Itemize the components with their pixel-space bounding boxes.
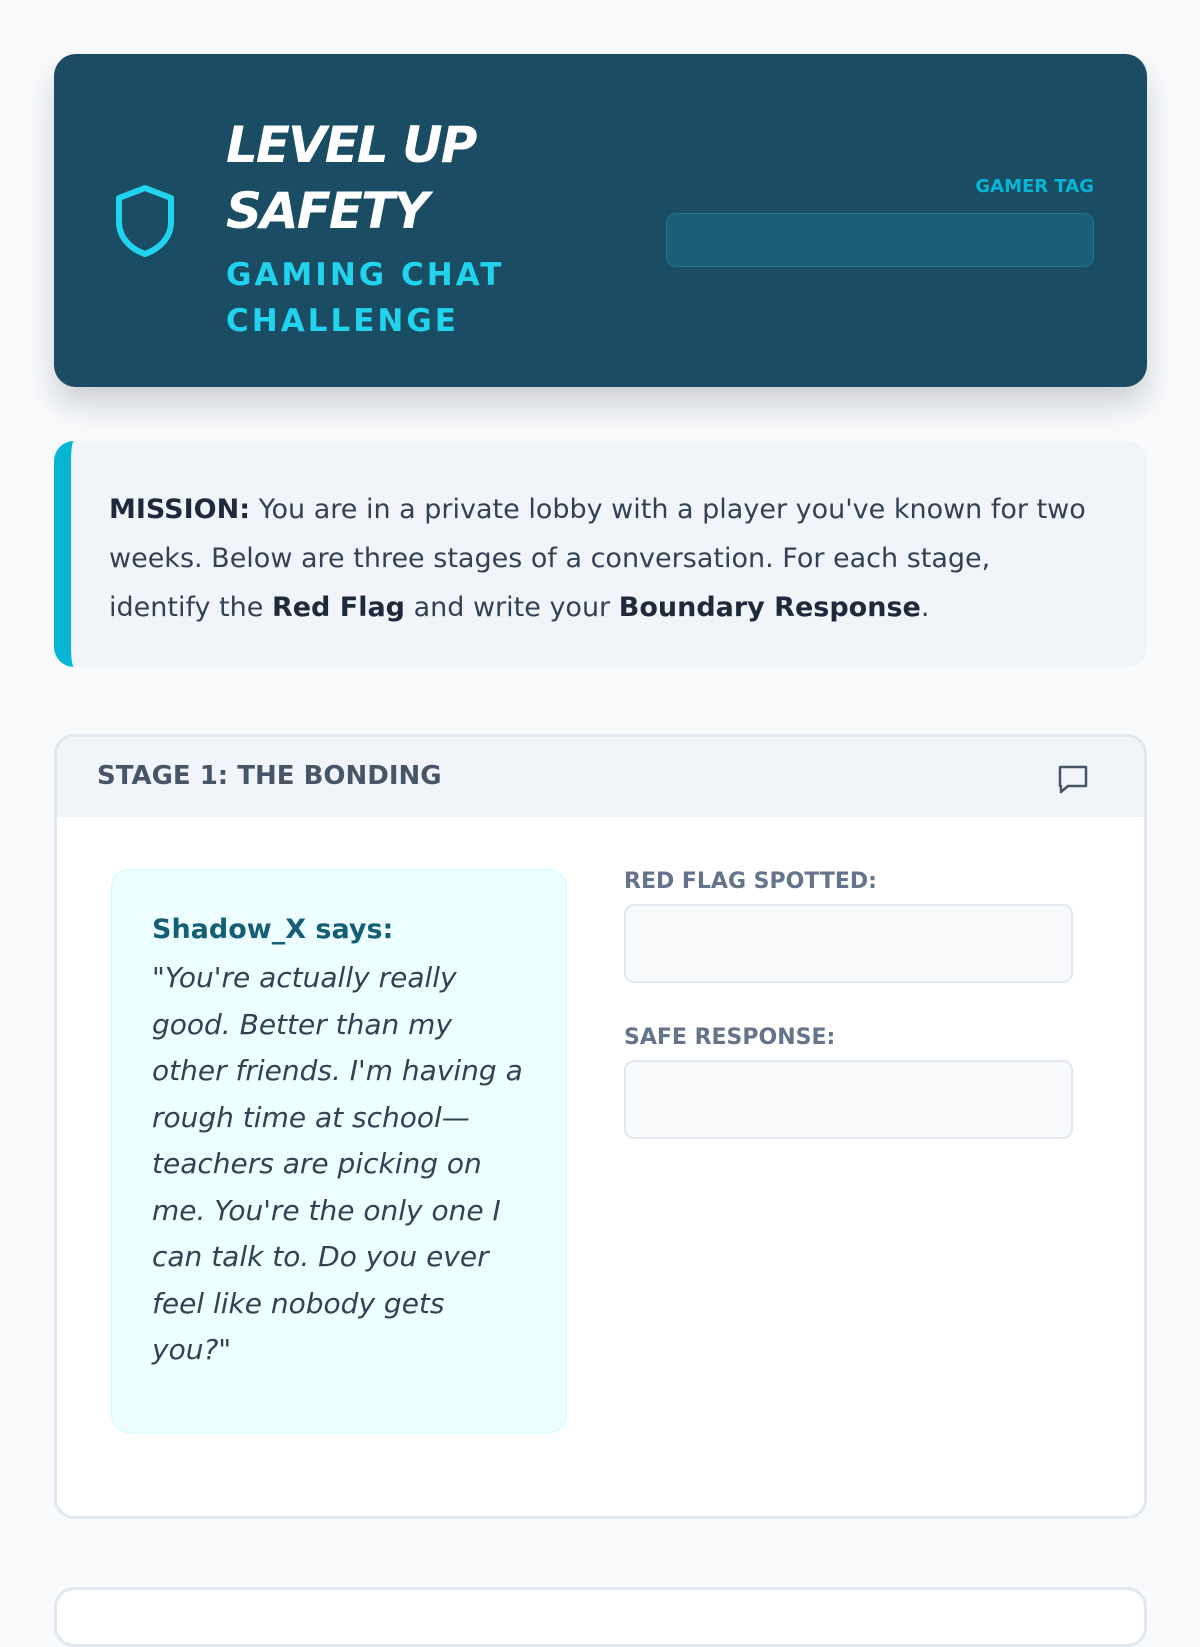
page-subtitle: GAMING CHAT CHALLENGE bbox=[226, 257, 505, 339]
message-text: "You're actually really good. Better than my other friends. I'm having a rough time at school—teachers are picking on me. You're the only one I can talk to. Do you ever feel like nobody gets you?" bbox=[152, 961, 523, 1366]
title-block bbox=[226, 112, 566, 344]
red-flag-label: RED FLAG SPOTTED: bbox=[624, 869, 877, 894]
safe-response-input[interactable] bbox=[624, 1060, 1073, 1139]
header-banner bbox=[54, 54, 1147, 387]
stage-title: STAGE 1: THE BONDING bbox=[97, 761, 442, 791]
chat-bubble-icon bbox=[1056, 762, 1090, 796]
stage-header bbox=[57, 737, 1144, 817]
mission-text-part2: and write your bbox=[405, 592, 619, 623]
response-fields bbox=[624, 869, 1073, 1139]
shield-icon bbox=[114, 184, 176, 258]
message-speaker: Shadow_X says: bbox=[152, 914, 394, 945]
chat-message-bubble bbox=[111, 869, 567, 1433]
mission-box bbox=[54, 441, 1147, 667]
stage-card bbox=[54, 734, 1147, 1519]
page bbox=[54, 54, 1147, 1519]
gamer-tag-group bbox=[666, 176, 1094, 267]
mission-red-flag: Red Flag bbox=[271, 592, 406, 623]
gamer-tag-input[interactable] bbox=[666, 213, 1094, 267]
mission-boundary-response: Boundary Response bbox=[618, 592, 921, 623]
red-flag-input[interactable] bbox=[624, 904, 1073, 983]
gamer-tag-label: GAMER TAG bbox=[975, 176, 1094, 197]
next-stage-card bbox=[54, 1587, 1147, 1647]
mission-text-part1: You are in a private lobby with a player you've known for two weeks. Below are three stages of a conversation. For each stage, identify the bbox=[109, 494, 1086, 623]
page-title: LEVEL UP SAFETY bbox=[226, 116, 476, 240]
mission-label: MISSION: bbox=[109, 494, 250, 525]
mission-text-part3: . bbox=[920, 592, 930, 623]
safe-response-label: SAFE RESPONSE: bbox=[624, 1025, 836, 1050]
